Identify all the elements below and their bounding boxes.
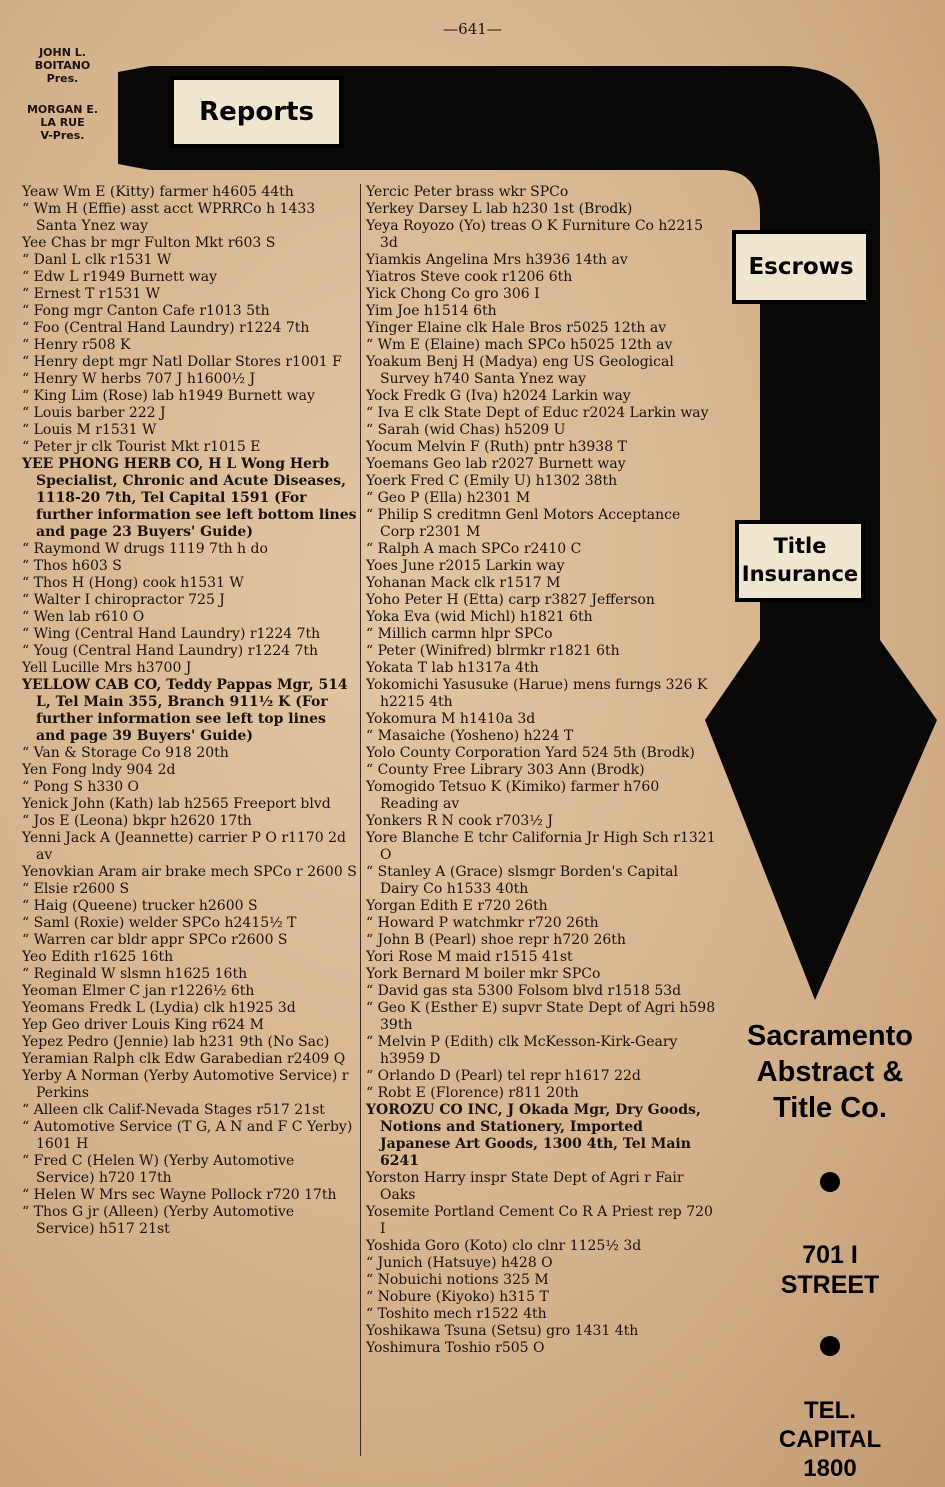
directory-entry: “ Thos h603 S — [22, 558, 122, 574]
ad-line3: Title Co. — [773, 1092, 887, 1124]
directory-entry: “ County Free Library 303 Ann (Brodk) — [366, 762, 645, 778]
title-company-ad — [730, 1018, 930, 1483]
vp-name: MORGAN E. LA RUE — [26, 103, 99, 129]
directory-entry: “ Youg (Central Hand Laundry) r1224 7th — [22, 643, 319, 659]
directory-entry: Yoshikawa Tsuna (Setsu) gro 1431 4th — [366, 1323, 639, 1339]
directory-entry: Yokomura M h1410a 3d — [366, 711, 536, 727]
directory-entry: “ Pong S h330 O — [22, 779, 140, 795]
directory-entry: Yen Fong lndy 904 2d — [22, 762, 176, 778]
directory-entry: “ Louis barber 222 J — [22, 405, 166, 421]
directory-entry: “ Alleen clk Calif-Nevada Stages r517 21st — [22, 1102, 325, 1118]
directory-entry: Yosemite Portland Cement Co R A Priest rep 720 I — [366, 1204, 713, 1237]
reports-sign — [170, 76, 343, 148]
directory-entry: Yeramian Ralph clk Edw Garabedian r2409 Q — [22, 1051, 346, 1067]
ad-address-line2: STREET — [780, 1271, 880, 1299]
directory-entry: Yiatros Steve cook r1206 6th — [366, 269, 573, 285]
directory-entry: YEE PHONG HERB CO, H L Wong Herb Specialist, Chronic and Acute Diseases, 1118-20 7th, Tel Capital 1591 (For further information see left bottom lines and page 23 Buyers' Guide) — [22, 456, 357, 540]
directory-entry: Yercic Peter brass wkr SPCo — [366, 184, 569, 200]
directory-entry: “ Henry W herbs 707 J h1600½ J — [22, 371, 256, 387]
directory-entry: Yeya Royozo (Yo) treas O K Furniture Co h2215 3d — [366, 218, 704, 251]
directory-entry: YOROZU CO INC, J Okada Mgr, Dry Goods, Notions and Stationery, Imported Japanese Art Goods, 1300 4th, Tel Main 6241 — [366, 1102, 701, 1169]
directory-entry: Yocum Melvin F (Ruth) pntr h3938 T — [366, 439, 627, 455]
column-divider — [360, 184, 361, 1456]
directory-entry: Yohanan Mack clk r1517 M — [366, 575, 561, 591]
directory-entry: “ Raymond W drugs 1119 7th h do — [22, 541, 268, 557]
directory-entry: “ Howard P watchmkr r720 26th — [366, 915, 599, 931]
directory-entry: “ Wen lab r610 O — [22, 609, 145, 625]
directory-entry: Yenick John (Kath) lab h2565 Freeport blvd — [22, 796, 331, 812]
directory-entry: Yenni Jack A (Jeannette) carrier P O r1170 2d av — [22, 830, 346, 863]
directory-entry: Yeo Edith r1625 16th — [22, 949, 174, 965]
directory-entry: Yonkers R N cook r703½ J — [366, 813, 553, 829]
directory-entry: “ Edw L r1949 Burnett way — [22, 269, 217, 285]
directory-entry: “ Ernest T r1531 W — [22, 286, 161, 302]
directory-entry: “ Danl L clk r1531 W — [22, 252, 172, 268]
directory-entry: Yim Joe h1514 6th — [366, 303, 497, 319]
directory-entry: Yorgan Edith E r720 26th — [366, 898, 548, 914]
directory-entry: “ Walter I chiropractor 725 J — [22, 592, 225, 608]
directory-entry: “ David gas sta 5300 Folsom blvd r1518 53d — [366, 983, 682, 999]
directory-entry: Yepez Pedro (Jennie) lab h231 9th (No Sac) — [22, 1034, 330, 1050]
ad-tel-line3: 1800 — [803, 1455, 857, 1482]
directory-entry: Yiamkis Angelina Mrs h3936 14th av — [366, 252, 628, 268]
bullet-dot — [820, 1172, 840, 1192]
president-name: JOHN L. BOITANO — [34, 46, 91, 72]
directory-entry: “ Iva E clk State Dept of Educ r2024 Larkin way — [366, 405, 709, 421]
directory-entry: “ Fong mgr Canton Cafe r1013 5th — [22, 303, 270, 319]
directory-entry: Yenovkian Aram air brake mech SPCo r 2600 S — [22, 864, 357, 880]
ad-tel-line1: TEL. — [804, 1397, 856, 1424]
directory-entry: “ Ralph A mach SPCo r2410 C — [366, 541, 582, 557]
directory-entry: “ Thos G jr (Alleen) (Yerby Automotive Service) h517 21st — [22, 1204, 295, 1237]
directory-entry: “ Nobuichi notions 325 M — [366, 1272, 549, 1288]
ad-address-line1: 701 I — [802, 1241, 858, 1269]
directory-entry: “ Haig (Queene) trucker h2600 S — [22, 898, 258, 914]
directory-entry: “ Van & Storage Co 918 20th — [22, 745, 229, 761]
directory-entry: “ Masaiche (Yosheno) h224 T — [366, 728, 574, 744]
directory-entry: “ Henry dept mgr Natl Dollar Stores r1001 F — [22, 354, 342, 370]
directory-entry: Yoerk Fred C (Emily U) h1302 38th — [366, 473, 618, 489]
directory-entry: York Bernard M boiler mkr SPCo — [366, 966, 601, 982]
directory-entry: “ Wm H (Effie) asst acct WPRRCo h 1433 Santa Ynez way — [22, 201, 316, 234]
title-label-line2: Insurance — [741, 562, 859, 586]
directory-entry: YELLOW CAB CO, Teddy Pappas Mgr, 514 L, Tel Main 355, Branch 911½ K (For further information see left top lines and page 39 Buyers' Guide) — [22, 677, 348, 744]
directory-entry: “ Nobure (Kiyoko) h315 T — [366, 1289, 549, 1305]
directory-entry: “ Wing (Central Hand Laundry) r1224 7th — [22, 626, 321, 642]
directory-entry: Yore Blanche E tchr California Jr High Sch r1321 O — [366, 830, 716, 863]
directory-entry: Yorston Harry inspr State Dept of Agri r Fair Oaks — [366, 1170, 684, 1203]
directory-entry: Yerkey Darsey L lab h230 1st (Brodk) — [366, 201, 633, 217]
directory-entry: “ Saml (Roxie) welder SPCo h2415½ T — [22, 915, 297, 931]
directory-entry: “ Stanley A (Grace) slsmgr Borden's Capital Dairy Co h1533 40th — [366, 864, 678, 897]
directory-entry: “ Philip S creditmn Genl Motors Acceptance Corp r2301 M — [366, 507, 681, 540]
title-insurance-sign — [735, 520, 865, 602]
directory-entry: “ Melvin P (Edith) clk McKesson-Kirk-Geary h3959 D — [366, 1034, 678, 1067]
directory-entry: Yeaw Wm E (Kitty) farmer h4605 44th — [22, 184, 294, 200]
reports-label: Reports — [199, 97, 314, 127]
directory-entry: Yock Fredk G (Iva) h2024 Larkin way — [366, 388, 631, 404]
directory-entry: “ Junich (Hatsuye) h428 O — [366, 1255, 553, 1271]
directory-entry: Yokomichi Yasusuke (Harue) mens furngs 326 K h2215 4th — [366, 677, 708, 710]
ad-tel-line2: CAPITAL — [778, 1426, 882, 1453]
directory-entry: “ Sarah (wid Chas) h5209 U — [366, 422, 566, 438]
directory-entry: “ Peter jr clk Tourist Mkt r1015 E — [22, 439, 261, 455]
directory-entry: “ Geo P (Ella) h2301 M — [366, 490, 531, 506]
directory-entry: “ Peter (Winifred) blrmkr r1821 6th — [366, 643, 620, 659]
directory-entry: “ Wm E (Elaine) mach SPCo h5025 12th av — [366, 337, 673, 353]
directory-entry: Yell Lucille Mrs h3700 J — [22, 660, 192, 676]
directory-entry: “ John B (Pearl) shoe repr h720 26th — [366, 932, 626, 948]
directory-entry: “ Automotive Service (T G, A N and F C Yerby) 1601 H — [22, 1119, 353, 1152]
ad-line1: Sacramento — [746, 1020, 913, 1052]
directory-entry: “ Millich carmn hlpr SPCo — [366, 626, 553, 642]
directory-entry: “ Orlando D (Pearl) tel repr h1617 22d — [366, 1068, 641, 1084]
directory-entry: “ Toshito mech r1522 4th — [366, 1306, 547, 1322]
directory-entry: “ Fred C (Helen W) (Yerby Automotive Service) h720 17th — [22, 1153, 295, 1186]
directory-entry: “ Elsie r2600 S — [22, 881, 130, 897]
directory-entry: “ Reginald W slsmn h1625 16th — [22, 966, 248, 982]
directory-entry: Yerby A Norman (Yerby Automotive Service) r Perkins — [22, 1068, 349, 1101]
directory-entry: Yori Rose M maid r1515 41st — [366, 949, 573, 965]
directory-entry: “ King Lim (Rose) lab h1949 Burnett way — [22, 388, 315, 404]
ad-line2: Abstract & — [756, 1056, 904, 1088]
directory-entry: “ Robt E (Florence) r811 20th — [366, 1085, 579, 1101]
directory-entry: Yinger Elaine clk Hale Bros r5025 12th av — [366, 320, 667, 336]
directory-entry: Yolo County Corporation Yard 524 5th (Brodk) — [366, 745, 695, 761]
president-title: Pres. — [46, 72, 79, 85]
directory-entry: Yeoman Elmer C jan r1226½ 6th — [22, 983, 255, 999]
directory-entry: “ Henry r508 K — [22, 337, 131, 353]
directory-entry: Yoka Eva (wid Michl) h1821 6th — [366, 609, 593, 625]
bullet-dot — [820, 1336, 840, 1356]
middle-column — [366, 184, 718, 1357]
escrows-sign — [732, 230, 870, 304]
directory-entry: Yoshimura Toshio r505 O — [366, 1340, 545, 1356]
directory-entry: “ Foo (Central Hand Laundry) r1224 7th — [22, 320, 310, 336]
directory-entry: Yeomans Fredk L (Lydia) clk h1925 3d — [22, 1000, 296, 1016]
directory-entry: “ Jos E (Leona) bkpr h2620 17th — [22, 813, 252, 829]
directory-entry: “ Thos H (Hong) cook h1531 W — [22, 575, 244, 591]
directory-entry: “ Warren car bldr appr SPCo r2600 S — [22, 932, 288, 948]
directory-entry: Yoakum Benj H (Madya) eng US Geological Survey h740 Santa Ynez way — [366, 354, 674, 387]
escrows-label: Escrows — [748, 254, 854, 280]
directory-entry: Yep Geo driver Louis King r624 M — [22, 1017, 264, 1033]
directory-entry: Yoho Peter H (Etta) carp r3827 Jefferson — [366, 592, 655, 608]
directory-entry: Yee Chas br mgr Fulton Mkt r603 S — [22, 235, 276, 251]
directory-entry: “ Louis M r1531 W — [22, 422, 157, 438]
title-label-line1: Title — [773, 534, 827, 558]
directory-entry: Yoshida Goro (Koto) clo clnr 1125½ 3d — [366, 1238, 642, 1254]
left-column — [22, 184, 357, 1238]
directory-entry: Yoes June r2015 Larkin way — [366, 558, 565, 574]
vp-title: V-Pres. — [40, 129, 85, 142]
page-number: —641— — [443, 20, 502, 38]
directory-entry: “ Helen W Mrs sec Wayne Pollock r720 17th — [22, 1187, 337, 1203]
directory-entry: “ Geo K (Esther E) supvr State Dept of Agri h598 39th — [366, 1000, 716, 1033]
directory-entry: Yomogido Tetsuo K (Kimiko) farmer h760 Reading av — [366, 779, 660, 812]
directory-entry: Yoemans Geo lab r2027 Burnett way — [366, 456, 626, 472]
directory-entry: Yokata T lab h1317a 4th — [366, 660, 539, 676]
directory-entry: Yick Chong Co gro 306 I — [366, 286, 540, 302]
